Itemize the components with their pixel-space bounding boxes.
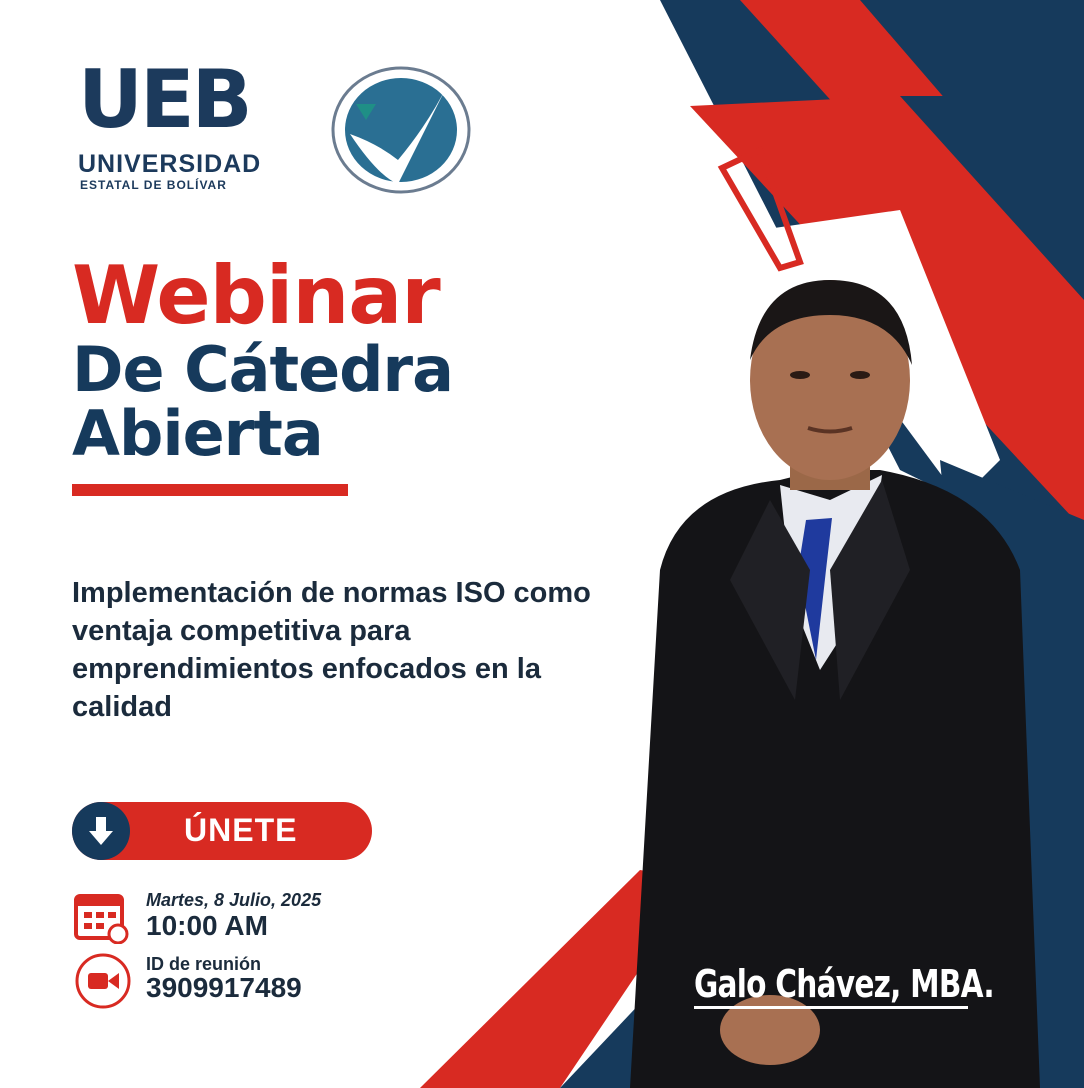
title-webinar: Webinar	[72, 249, 440, 342]
title-underline	[72, 484, 348, 496]
event-time: 10:00 AM	[146, 910, 268, 941]
webinar-description: Implementación de normas ISO como ventaja competitiva para emprendimientos enfocados en la calidad	[72, 577, 591, 723]
logo-university-sublabel: ESTATAL DE BOLÍVAR	[80, 178, 227, 192]
calendar-icon	[74, 890, 130, 944]
accreditation-checkmark-icon	[328, 64, 474, 196]
join-button-label: ÚNETE	[184, 812, 298, 848]
logo-university-label: UNIVERSIDAD	[78, 150, 262, 178]
event-date: Martes, 8 Julio, 2025	[146, 890, 322, 910]
join-button[interactable]	[72, 802, 372, 860]
logo-ueb: UEB	[78, 53, 250, 146]
speaker-name-underline	[694, 1006, 968, 1009]
title-line-3: Abierta	[72, 397, 323, 470]
video-camera-icon	[74, 952, 132, 1010]
meeting-id: 3909917489	[146, 972, 302, 1003]
title-line-2: De Cátedra	[72, 333, 453, 406]
download-arrow-icon	[72, 802, 130, 860]
speaker-name: Galo Chávez, MBA.	[694, 962, 994, 1006]
meeting-id-label: ID de reunión	[146, 954, 262, 974]
